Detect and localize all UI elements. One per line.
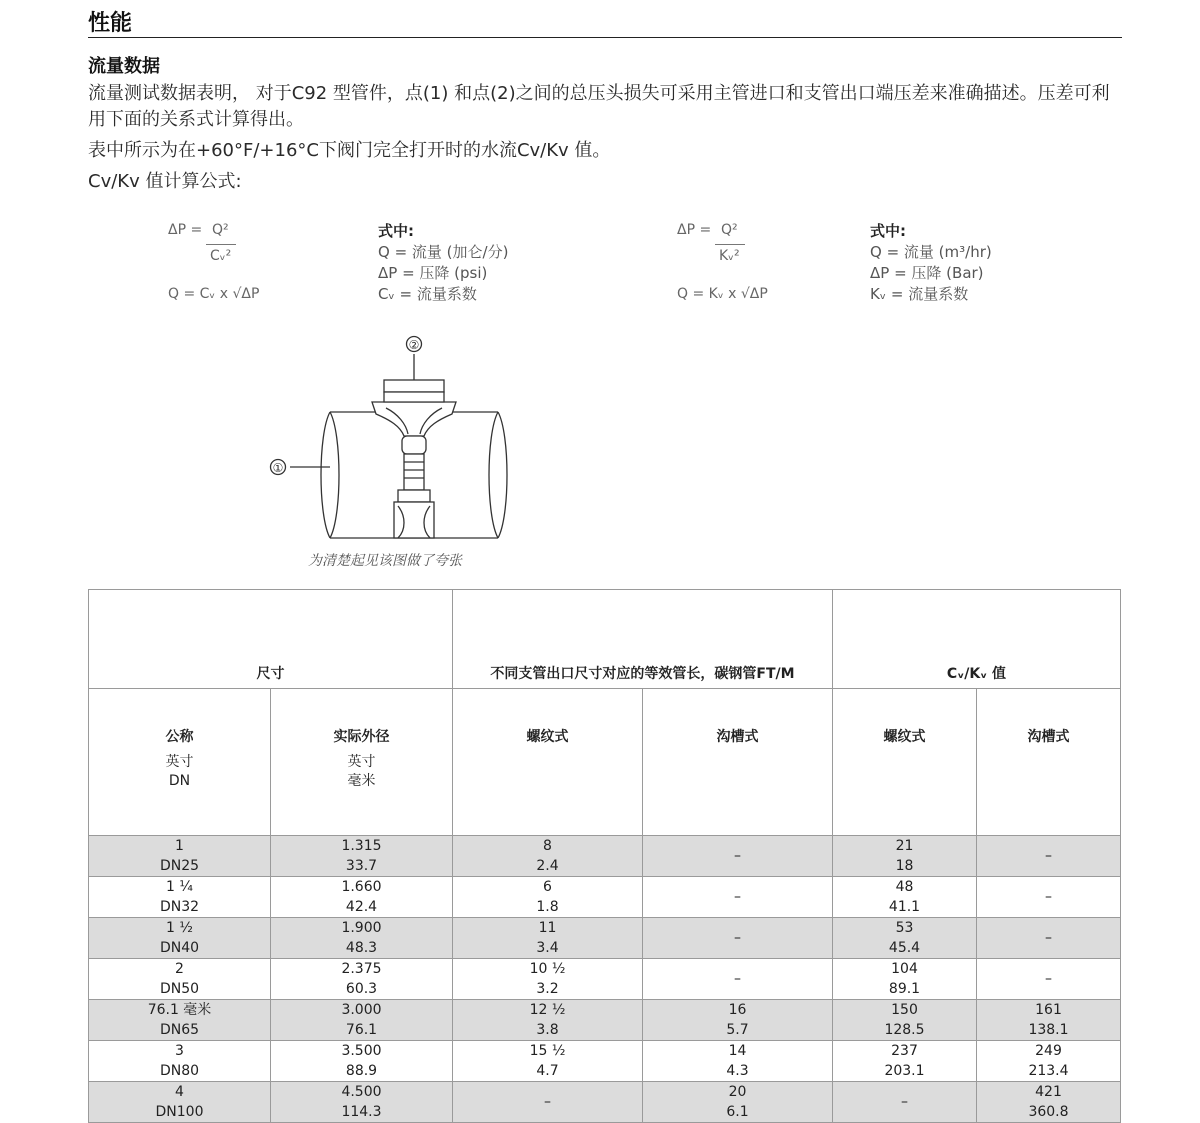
cell-len-thread xyxy=(453,836,643,877)
cell-value: 2 xyxy=(175,961,184,977)
cell-len-groove xyxy=(643,836,833,877)
cell-value: 203.1 xyxy=(884,1063,925,1079)
col-header-length-threaded xyxy=(453,689,643,836)
table-row xyxy=(89,1041,1121,1082)
kv-legend-pressure-drop: ΔP = 压降 (Bar) xyxy=(870,264,984,282)
table-row xyxy=(89,877,1121,918)
cell-od xyxy=(271,959,453,1000)
cell-value: 21 xyxy=(895,838,914,854)
cv-flow-formula: Q = Cᵥ x √ΔP xyxy=(168,286,260,302)
cell-value: 53 xyxy=(895,920,914,936)
cell-value: 128.5 xyxy=(884,1022,925,1038)
cell-value: 213.4 xyxy=(1028,1063,1069,1079)
cell-cv-groove xyxy=(977,877,1121,918)
cell-value: – xyxy=(734,889,741,905)
cell-value: 1 ½ xyxy=(166,920,193,936)
cell-od xyxy=(271,918,453,959)
cell-od xyxy=(271,1082,453,1123)
cell-value: DN40 xyxy=(159,940,200,956)
table-row xyxy=(89,918,1121,959)
cell-nominal xyxy=(89,836,271,877)
cv-legend-pressure-drop: ΔP = 压降 (psi) xyxy=(378,264,488,282)
cell-len-groove xyxy=(643,918,833,959)
cell-value: 18 xyxy=(895,858,914,874)
col-header-cv-grooved-title: 沟槽式 xyxy=(1027,729,1070,745)
cell-value: DN50 xyxy=(159,981,200,997)
cell-len-groove xyxy=(643,1000,833,1041)
cv-legend-coefficient: Cᵥ = 流量系数 xyxy=(378,285,477,303)
table-row xyxy=(89,959,1121,1000)
col-header-nominal-title: 公称 xyxy=(165,729,194,745)
cell-value: 3.8 xyxy=(536,1022,559,1038)
cell-value: – xyxy=(1045,971,1052,987)
kv-legend-flow: Q = 流量 (m³/hr) xyxy=(870,243,992,261)
cv-formula-fraction-line xyxy=(206,244,236,245)
title-rule xyxy=(88,37,1122,38)
cell-len-groove xyxy=(643,959,833,1000)
cell-od xyxy=(271,1041,453,1082)
cell-value: 2.375 xyxy=(341,961,382,977)
cell-value: 3.000 xyxy=(341,1002,382,1018)
cell-value: 4.7 xyxy=(536,1063,559,1079)
cell-value: 114.3 xyxy=(341,1104,382,1120)
cell-value: – xyxy=(734,848,741,864)
cell-value: DN65 xyxy=(159,1022,200,1038)
cell-value: 89.1 xyxy=(888,981,921,997)
cell-cv-thread xyxy=(833,959,977,1000)
point-1-label: ① xyxy=(272,461,284,475)
cell-len-thread xyxy=(453,877,643,918)
cell-value: 150 xyxy=(891,1002,918,1018)
table-row xyxy=(89,836,1121,877)
cell-nominal xyxy=(89,918,271,959)
cell-od xyxy=(271,1000,453,1041)
cell-len-thread xyxy=(453,918,643,959)
cell-value: 48.3 xyxy=(345,940,378,956)
cell-value: 16 xyxy=(728,1002,747,1018)
cell-len-thread xyxy=(453,1000,643,1041)
kv-formula-lhs: ΔP = xyxy=(677,222,712,238)
cell-value: 1.660 xyxy=(341,879,382,895)
section-title: 性能 xyxy=(88,11,133,36)
group-header-size: 尺寸 xyxy=(89,590,453,689)
kv-formula-denominator: Kᵥ² xyxy=(719,248,740,264)
cell-od xyxy=(271,836,453,877)
cell-value: 1 xyxy=(175,838,184,854)
cell-cv-groove xyxy=(977,1041,1121,1082)
table-row xyxy=(89,1000,1121,1041)
kv-formula-fraction-line xyxy=(715,244,745,245)
cell-value: 3 xyxy=(175,1043,184,1059)
sub-heading: 流量数据 xyxy=(88,56,160,77)
table-row xyxy=(89,1082,1121,1123)
cell-value: DN80 xyxy=(159,1063,200,1079)
cell-cv-groove xyxy=(977,1082,1121,1123)
cv-formula-denominator: Cᵥ² xyxy=(210,248,232,264)
cell-value: 76.1 毫米 xyxy=(147,1002,212,1018)
cell-cv-thread xyxy=(833,1000,977,1041)
kv-legend-coefficient: Kᵥ = 流量系数 xyxy=(870,285,969,303)
cell-value: 42.4 xyxy=(345,899,378,915)
cell-value: 1 ¼ xyxy=(166,879,193,895)
paragraph-flow-test: 流量测试数据表明， 对于C92 型管件，点(1) 和点(2)之间的总压头损失可采用主管进口和支管出口端压差来准确描述。压差可利用下面的关系式计算得出。 xyxy=(88,83,1110,130)
col-header-cv-threaded-title: 螺纹式 xyxy=(883,729,926,745)
cell-value: – xyxy=(734,930,741,946)
cell-value: DN25 xyxy=(159,858,200,874)
col-header-nominal-unit-dn: DN xyxy=(168,773,191,789)
col-header-cv-threaded xyxy=(833,689,977,836)
fitting-diagram xyxy=(260,330,540,550)
cell-value: 249 xyxy=(1035,1043,1062,1059)
cv-legend-flow: Q = 流量 (加仑/分) xyxy=(378,243,509,261)
cell-value: 104 xyxy=(891,961,918,977)
kv-legend xyxy=(870,221,992,305)
cell-value: 48 xyxy=(895,879,914,895)
cell-value: 41.1 xyxy=(888,899,921,915)
table-body xyxy=(89,836,1121,1123)
cell-value: 12 ½ xyxy=(529,1002,566,1018)
cell-cv-thread xyxy=(833,918,977,959)
cell-value: – xyxy=(1045,930,1052,946)
table-column-header-row xyxy=(89,689,1121,836)
cell-nominal xyxy=(89,877,271,918)
cell-cv-thread xyxy=(833,1082,977,1123)
col-header-od-unit-inch: 英寸 xyxy=(347,754,376,770)
cell-value: 6 xyxy=(543,879,552,895)
cell-value: 4 xyxy=(175,1084,184,1100)
point-2-label: ② xyxy=(408,338,420,352)
cell-value: 4.500 xyxy=(341,1084,382,1100)
cell-nominal xyxy=(89,1041,271,1082)
cell-value: 60.3 xyxy=(345,981,378,997)
col-header-od-title: 实际外径 xyxy=(333,729,390,745)
cell-len-groove xyxy=(643,1041,833,1082)
cell-value: 2.4 xyxy=(536,858,559,874)
cell-cv-groove xyxy=(977,959,1121,1000)
col-header-length-threaded-title: 螺纹式 xyxy=(526,729,569,745)
paragraph-formula-intro: Cv/Kv 值计算公式: xyxy=(88,171,242,192)
col-header-actual-od xyxy=(271,689,453,836)
cell-value: 15 ½ xyxy=(529,1043,566,1059)
cell-len-thread xyxy=(453,1082,643,1123)
cell-value: 20 xyxy=(728,1084,747,1100)
group-header-equivalent-length: 不同支管出口尺寸对应的等效管长，碳钢管FT/M xyxy=(453,590,833,689)
cell-cv-thread xyxy=(833,877,977,918)
cell-value: 8 xyxy=(543,838,552,854)
cv-formula-numerator: Q² xyxy=(212,222,229,238)
kv-formula xyxy=(677,222,857,312)
col-header-length-grooved xyxy=(643,689,833,836)
cell-value: – xyxy=(544,1094,551,1110)
kv-formula-numerator: Q² xyxy=(721,222,738,238)
group-header-cv-kv: Cᵥ/Kᵥ 值 xyxy=(833,590,1121,689)
cell-value: 3.500 xyxy=(341,1043,382,1059)
cell-value: – xyxy=(1045,889,1052,905)
cell-od xyxy=(271,877,453,918)
cell-len-groove xyxy=(643,877,833,918)
cell-cv-groove xyxy=(977,836,1121,877)
cv-formula-lhs: ΔP = xyxy=(168,222,203,238)
cell-value: 360.8 xyxy=(1028,1104,1069,1120)
cell-len-groove xyxy=(643,1082,833,1123)
cell-value: 88.9 xyxy=(345,1063,378,1079)
cell-value: 161 xyxy=(1035,1002,1062,1018)
cell-cv-groove xyxy=(977,1000,1121,1041)
cv-legend xyxy=(378,221,508,305)
cell-value: 4.3 xyxy=(726,1063,749,1079)
table-group-header-row xyxy=(89,590,1121,689)
cell-value: DN100 xyxy=(155,1104,204,1120)
col-header-od-unit-mm: 毫米 xyxy=(347,773,376,789)
cell-value: 33.7 xyxy=(345,858,378,874)
col-header-cv-grooved xyxy=(977,689,1121,836)
cell-value: 11 xyxy=(538,920,557,936)
cell-cv-thread xyxy=(833,1041,977,1082)
cv-legend-title: 式中: xyxy=(378,222,414,240)
cell-value: 5.7 xyxy=(726,1022,749,1038)
cell-value: 3.2 xyxy=(536,981,559,997)
col-header-length-grooved-title: 沟槽式 xyxy=(716,729,759,745)
cell-value: 3.4 xyxy=(536,940,559,956)
diagram-caption: 为清楚起见该图做了夸张 xyxy=(308,553,462,569)
cell-value: 14 xyxy=(728,1043,747,1059)
col-header-nominal xyxy=(89,689,271,836)
cell-value: 421 xyxy=(1035,1084,1062,1100)
cell-value: 237 xyxy=(891,1043,918,1059)
cell-value: 45.4 xyxy=(888,940,921,956)
cell-value: 1.8 xyxy=(536,899,559,915)
kv-flow-formula: Q = Kᵥ x √ΔP xyxy=(677,286,768,302)
cell-value: DN32 xyxy=(159,899,200,915)
paragraph-table-note: 表中所示为在+60°F/+16°C下阀门完全打开时的水流Cv/Kv 值。 xyxy=(88,140,611,161)
cell-value: 76.1 xyxy=(345,1022,378,1038)
col-header-nominal-unit-inch: 英寸 xyxy=(165,754,194,770)
cell-nominal xyxy=(89,1000,271,1041)
cell-value: – xyxy=(901,1094,908,1110)
cell-nominal xyxy=(89,1082,271,1123)
cell-value: 1.315 xyxy=(341,838,382,854)
cv-formula xyxy=(168,222,348,312)
kv-legend-title: 式中: xyxy=(870,222,906,240)
cell-nominal xyxy=(89,959,271,1000)
cell-value: 138.1 xyxy=(1028,1022,1069,1038)
cell-cv-thread xyxy=(833,836,977,877)
cell-cv-groove xyxy=(977,918,1121,959)
cell-value: 1.900 xyxy=(341,920,382,936)
cell-len-thread xyxy=(453,1041,643,1082)
cell-value: – xyxy=(734,971,741,987)
cell-len-thread xyxy=(453,959,643,1000)
cell-value: – xyxy=(1045,848,1052,864)
flow-data-table xyxy=(88,589,1121,1123)
cell-value: 6.1 xyxy=(726,1104,749,1120)
cell-value: 10 ½ xyxy=(529,961,566,977)
